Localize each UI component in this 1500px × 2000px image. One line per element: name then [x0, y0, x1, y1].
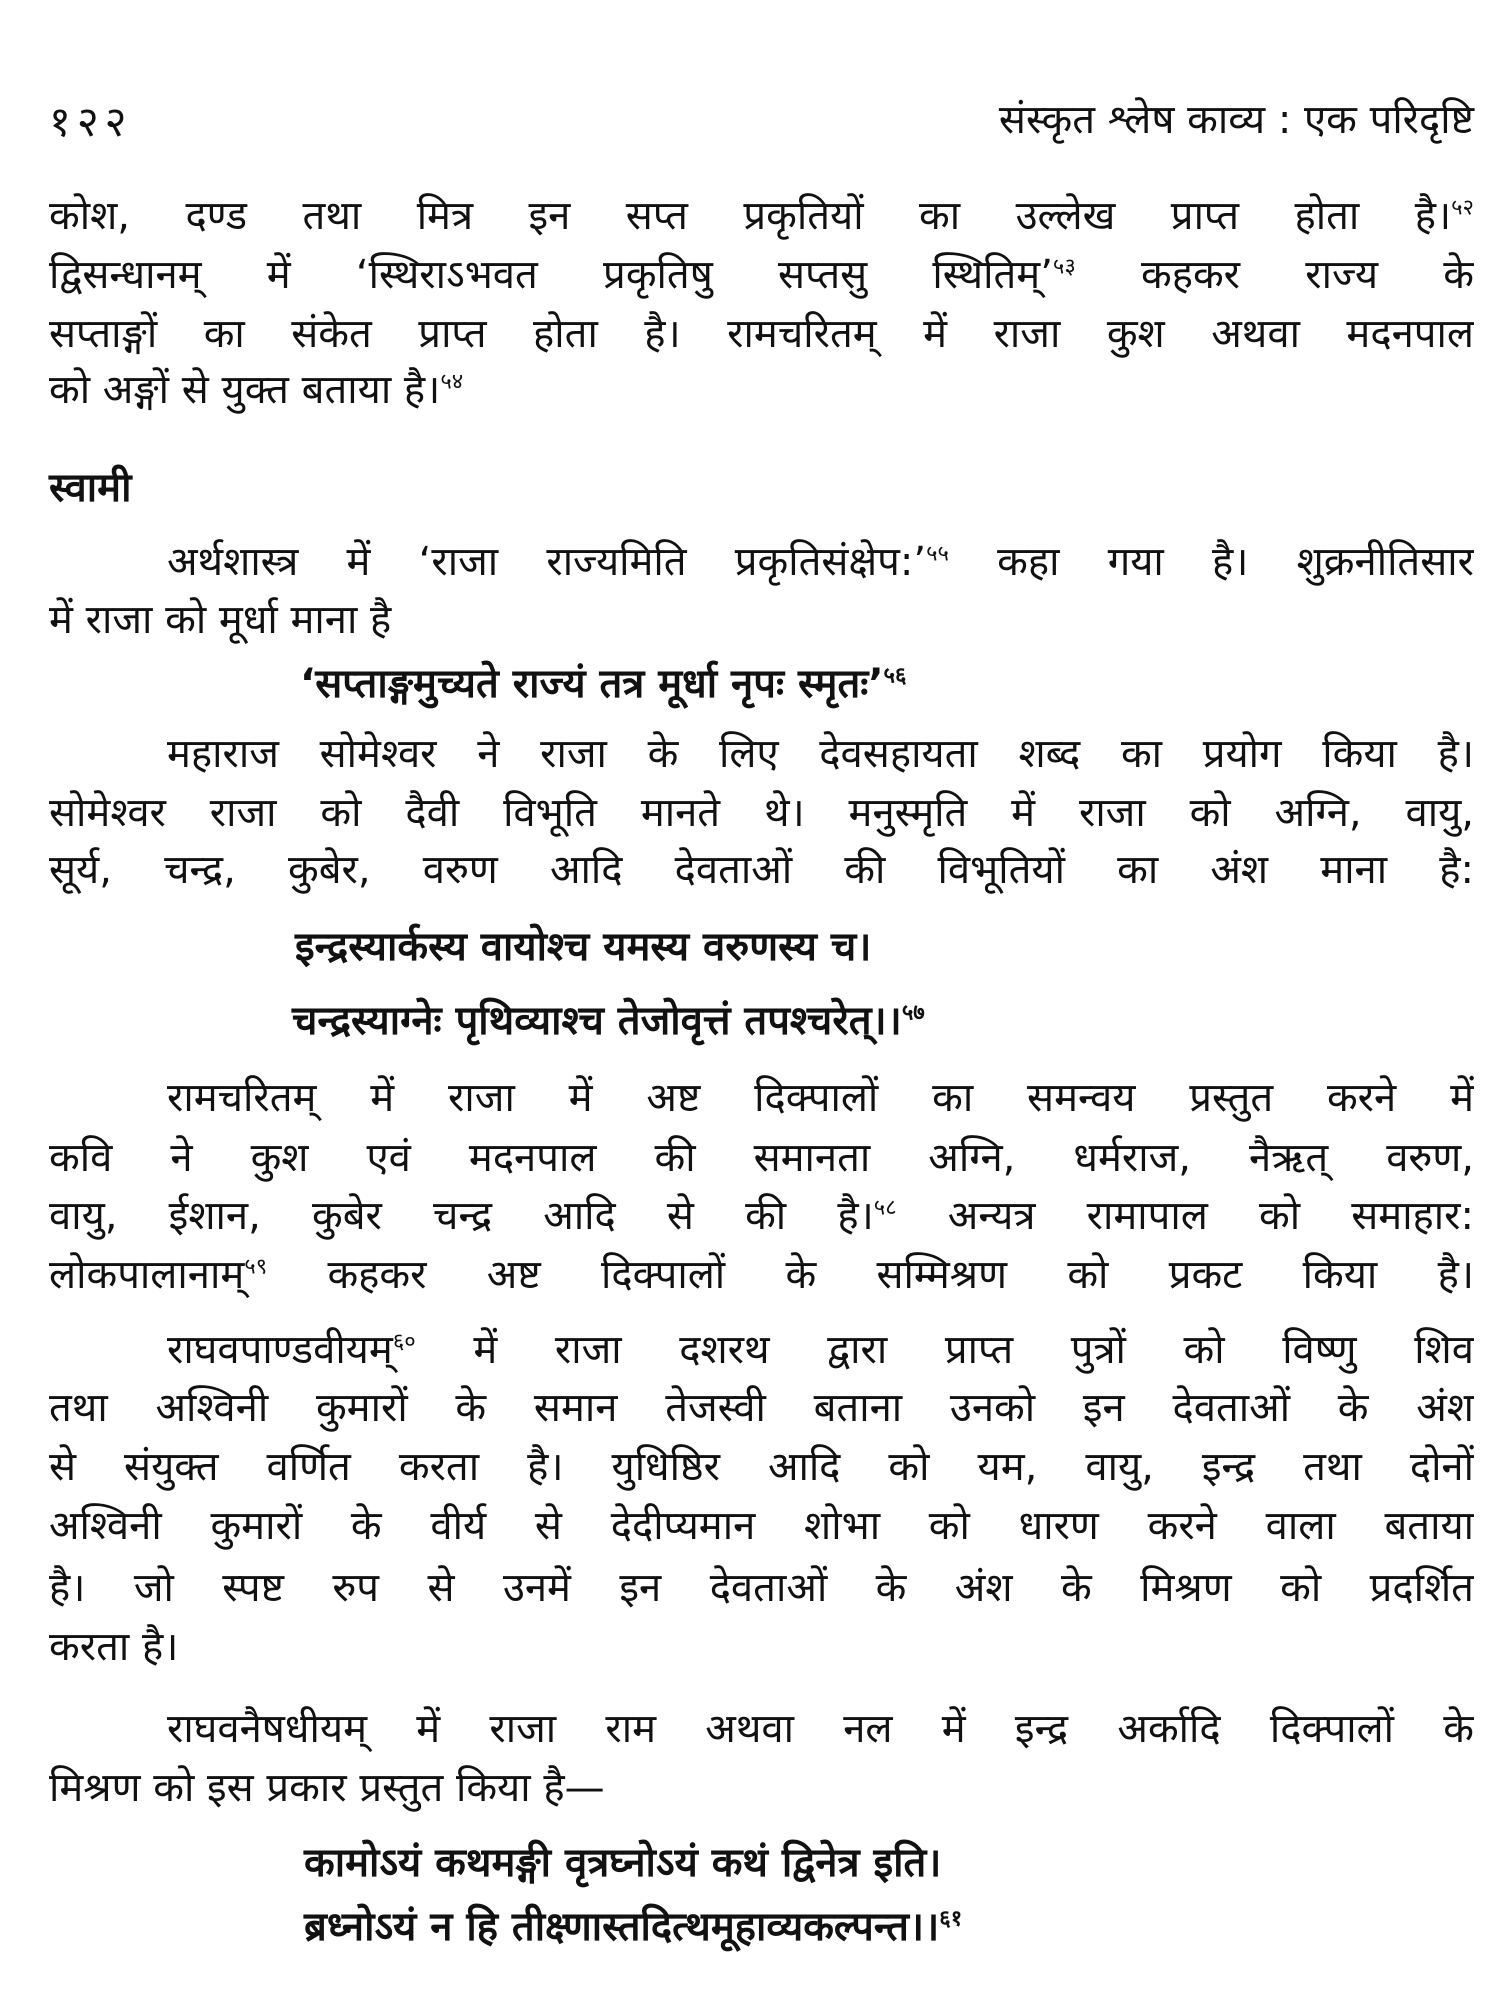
- verse-line: [292, 993, 1500, 1049]
- text-segment: राघवनैषधीयम् में राजा राम अथवा नल में इन्द्र अर्कादि दिक्पालों के: [167, 1706, 1474, 1752]
- text-line: [167, 1701, 1474, 1757]
- text-segment: द्विसन्धानम् में ‘स्थिराऽभवत प्रकृतिषु सप्तसु स्थितिम्’: [49, 252, 1053, 298]
- text-line: [49, 1560, 1474, 1616]
- text-segment: को अङ्गों से युक्त बताया है।: [49, 367, 441, 413]
- text-segment: स्वामी: [49, 465, 132, 511]
- footnote-marker: ५४: [440, 369, 464, 395]
- footnote-marker: ५३: [1052, 254, 1076, 280]
- text-segment: करता है।: [49, 1624, 179, 1670]
- text-segment: कहकर अष्ट दिक्पालों के सम्मिश्रण को प्रकट किया है।: [267, 1252, 1474, 1298]
- footnote-marker: ५९: [244, 1254, 268, 1280]
- text-segment: कोश, दण्ड तथा मित्र इन सप्त प्रकृतियों का उल्लेख प्राप्त होता है।: [49, 193, 1452, 239]
- section-heading: [49, 460, 1474, 516]
- text-segment: ब्रध्नोऽयं न हि तीक्ष्णास्तदित्थमूहाव्यकल्पन्त।।: [304, 1904, 940, 1950]
- text-line: [49, 1130, 1474, 1186]
- text-segment: अर्थशास्त्र में ‘राजा राज्यमिति प्रकृतिसंक्षेप:’: [167, 539, 927, 585]
- text-segment: कहकर राज्य के: [1075, 252, 1474, 298]
- text-line: [49, 1380, 1474, 1436]
- text-segment: इन्द्रस्यार्कस्य वायोश्च यमस्य वरुणस्य च।: [295, 924, 872, 970]
- footnote-marker: ६०: [392, 1329, 416, 1355]
- text-segment: ‘सप्ताङ्गमुच्यते राज्यं तत्र मूर्धा नृपः स्मृतः’: [300, 661, 884, 707]
- text-line: [49, 592, 1474, 648]
- text-line: [49, 785, 1474, 841]
- text-line: [167, 1070, 1474, 1126]
- text-line: [49, 1188, 1474, 1244]
- text-segment: मिश्रण को इस प्रकार प्रस्तुत किया है—: [49, 1765, 605, 1811]
- text-segment: लोकपालानाम्: [49, 1252, 245, 1298]
- text-line: [49, 188, 1474, 244]
- verse-line: [295, 919, 1500, 975]
- text-segment: वायु, ईशान, कुबेर चन्द्र आदि से की है।: [49, 1193, 874, 1239]
- text-segment: सप्ताङ्गों का संकेत प्राप्त होता है। रामचरितम् में राजा कुश अथवा मदनपाल: [49, 311, 1474, 357]
- text-segment: कामोऽयं कथमङ्गी वृत्रघ्नोऽयं कथं द्विनेत्र इति।: [304, 1840, 942, 1886]
- text-segment: में राजा दशरथ द्वारा प्राप्त पुत्रों को विष्णु शिव: [415, 1327, 1474, 1373]
- footnote-marker: ५७: [901, 1000, 925, 1026]
- text-line: [49, 1247, 1474, 1303]
- text-segment: कवि ने कुश एवं मदनपाल की समानता अग्नि, धर्मराज, नैऋत् वरुण,: [49, 1135, 1474, 1181]
- text-line: [49, 1760, 1474, 1816]
- text-segment: कहा गया है। शुक्रनीतिसार: [948, 539, 1474, 585]
- text-line: [167, 1322, 1474, 1378]
- footnote-marker: ५६: [883, 663, 907, 689]
- text-segment: महाराज सोमेश्वर ने राजा के लिए देवसहायता शब्द का प्रयोग किया है।: [167, 731, 1474, 777]
- text-segment: राघवपाण्डवीयम्: [167, 1327, 393, 1373]
- text-segment: है। जो स्पष्ट रुप से उनमें इन देवताओं के अंश के मिश्रण को प्रदर्शित: [49, 1565, 1474, 1611]
- text-segment: से संयुक्त वर्णित करता है। युधिष्ठिर आदि को यम, वायु, इन्द्र तथा दोनों: [49, 1444, 1474, 1490]
- text-line: [167, 726, 1474, 782]
- footnote-marker: ५८: [873, 1195, 897, 1221]
- page-number: १२२: [49, 97, 133, 146]
- running-title: संस्कृत श्लेष काव्य : एक परिदृष्टि: [998, 97, 1474, 143]
- text-segment: सोमेश्वर राजा को दैवी विभूति मानते थे। मनुस्मृति में राजा को अग्नि, वायु,: [49, 790, 1474, 836]
- text-line: [49, 362, 1474, 418]
- footnote-marker: ५५: [926, 541, 949, 567]
- text-segment: तथा अश्विनी कुमारों के समान तेजस्वी बताना उनको इन देवताओं के अंश: [49, 1385, 1474, 1431]
- text-line: [49, 1439, 1474, 1495]
- verse-line: [304, 1835, 1500, 1891]
- text-line: [49, 842, 1474, 898]
- text-segment: में राजा को मूर्धा माना है: [49, 597, 392, 643]
- text-line: [167, 534, 1474, 590]
- verse-line: [304, 1899, 1500, 1955]
- footnote-marker: ५२: [1451, 195, 1474, 221]
- text-segment: चन्द्रस्याग्नेः पृथिव्याश्च तेजोवृत्तं तपश्चरेत्।।: [292, 998, 902, 1044]
- text-segment: रामचरितम् में राजा में अष्ट दिक्पालों का समन्वय प्रस्तुत करने में: [167, 1075, 1474, 1121]
- verse-line: [300, 656, 1500, 712]
- text-line: [49, 306, 1474, 362]
- text-line: [49, 1619, 1474, 1675]
- text-segment: सूर्य, चन्द्र, कुबेर, वरुण आदि देवताओं की विभूतियों का अंश माना है:: [49, 847, 1474, 893]
- text-line: [49, 1498, 1474, 1554]
- text-segment: अन्यत्र रामापाल को समाहार:: [896, 1193, 1474, 1239]
- text-segment: अश्विनी कुमारों के वीर्य से देदीप्यमान शोभा को धारण करने वाला बताया: [49, 1503, 1474, 1549]
- footnote-marker: ६१: [939, 1906, 963, 1932]
- text-line: [49, 247, 1474, 303]
